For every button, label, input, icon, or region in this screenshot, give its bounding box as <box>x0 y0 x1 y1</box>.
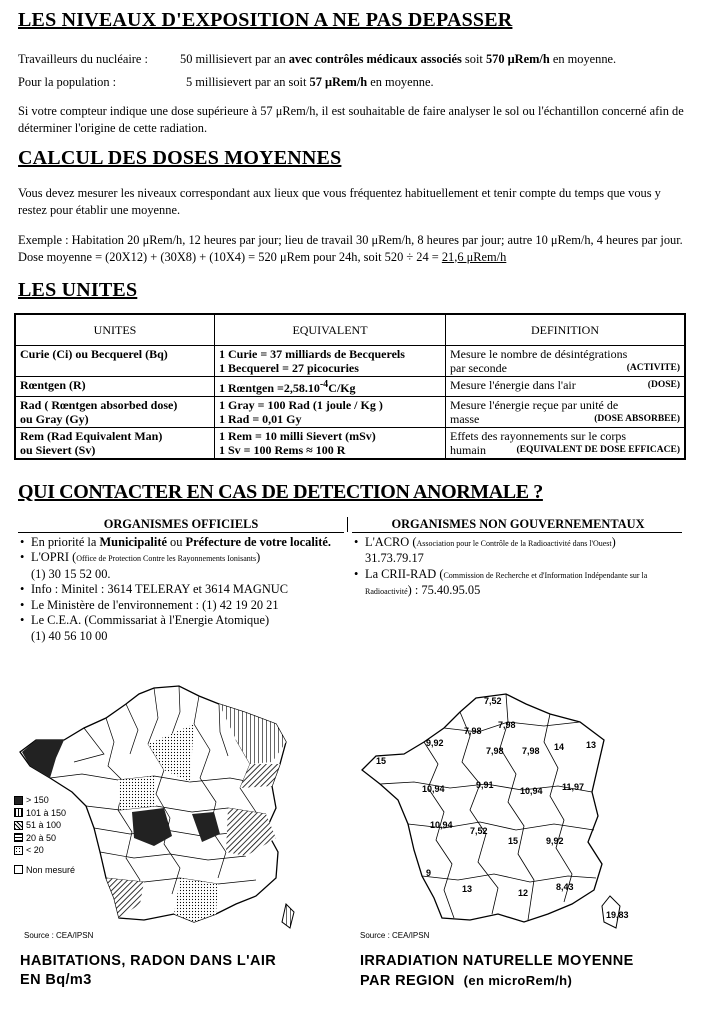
equivalent-cell <box>215 397 446 428</box>
legend-label: Non mesuré <box>26 864 76 875</box>
legend-label: < 20 <box>26 845 44 855</box>
region-value-label: 9 <box>426 868 432 878</box>
definition-line: Mesure l'énergie dans l'air <box>450 378 576 392</box>
equivalent-exponent: -4 <box>319 379 329 390</box>
legend-swatch <box>14 796 23 805</box>
unit-name: ou Sievert (Sv) <box>20 443 96 457</box>
list-item <box>18 582 344 598</box>
definition-tag: (EQUIVALENT DE DOSE EFFICACE) <box>516 445 680 455</box>
region-value-label: 7,98 <box>498 720 516 730</box>
unit-cell <box>15 377 215 397</box>
region-value-label: 9,92 <box>426 738 444 748</box>
population-label: Pour la population : <box>18 75 117 89</box>
legend-swatch <box>14 833 23 842</box>
region-value-label: 7,98 <box>522 746 540 756</box>
ngo-list <box>352 535 684 600</box>
region-value-label: 7,52 <box>470 826 488 836</box>
equivalent-line: 1 Sv = 100 Rems ≈ 100 R <box>219 443 346 457</box>
equivalent-line: 1 Rœntgen =2,58.10 <box>219 381 320 395</box>
table-row <box>15 346 685 377</box>
radon-south <box>174 878 218 922</box>
equivalent-cell <box>215 346 446 377</box>
radon-corsica <box>282 904 294 928</box>
legend-item <box>14 819 75 832</box>
region-value-label: 9,92 <box>546 836 564 846</box>
unit-name: Rem (Rad Equivalent Man) <box>20 429 163 443</box>
legend-label: 51 à 100 <box>26 820 62 830</box>
list-item <box>352 535 684 567</box>
equivalent-unit: C/Kg <box>328 381 356 395</box>
list-item <box>18 613 344 644</box>
definition-line: par seconde <box>450 361 507 375</box>
region-value-label: 15 <box>508 836 519 846</box>
item-text: ou <box>166 534 186 549</box>
radon-map-source: Source : CEA/IPSN <box>24 931 94 940</box>
irradiation-map <box>358 692 674 932</box>
unit-cell <box>15 346 215 377</box>
heading-who-to-contact: QUI CONTACTER EN CAS DE DETECTION ANORMALE ? <box>18 481 543 503</box>
legend-swatch <box>14 821 23 830</box>
official-organisms-column <box>18 517 344 644</box>
region-value-label: 15 <box>376 756 387 766</box>
ngo-column <box>352 517 684 600</box>
advice-paragraph: Si votre compteur indique une dose supérieure à 57 μRem/h, il est souhaitable de faire analyser le sol ou l'échantillon concerné afin de déterminer l'origine de cette radiation. <box>18 104 684 135</box>
worker-label: Travailleurs du nucléaire : <box>18 52 148 66</box>
radon-map-caption <box>20 952 276 990</box>
legend-item <box>14 807 75 820</box>
radon-legend <box>14 794 75 876</box>
list-item <box>352 567 684 600</box>
item-text-bold: Municipalité <box>99 534 167 549</box>
units-header-row <box>15 314 685 346</box>
pop-text-b: 57 μRem/h <box>309 75 368 89</box>
region-value-label: 10,94 <box>520 786 543 796</box>
units-table <box>14 313 686 460</box>
unit-cell <box>15 397 215 428</box>
item-text: ) <box>611 534 616 549</box>
heading-units: LES UNITES <box>18 279 138 301</box>
equivalent-cell <box>215 428 446 460</box>
equivalent-line: 1 Becquerel = 27 picocuries <box>219 361 359 375</box>
region-value-label: 7,52 <box>484 696 502 706</box>
definition-line: Mesure l'énergie reçue par unité de <box>450 398 619 412</box>
worker-text-d: 570 μRem/h <box>485 52 550 66</box>
irradiation-map-source: Source : CEA/IPSN <box>360 931 430 940</box>
list-item: • En priorité la Municipalité ou Préfecture de votre localité. <box>18 535 344 551</box>
equivalent-line: 1 Gray = 100 Rad (1 joule / Kg ) <box>219 398 383 412</box>
table-row <box>15 377 685 397</box>
item-text: Info : Minitel : 3614 TELERAY et 3614 MAGNUC <box>31 582 288 596</box>
item-phone: (1) 30 15 52 00. <box>31 566 111 581</box>
average-dose-example <box>18 232 694 265</box>
official-organisms-heading: ORGANISMES OFFICIELS <box>103 517 259 531</box>
region-value-label: 19,83 <box>606 910 629 920</box>
definition-cell <box>446 346 686 377</box>
definition-tag: (ACTIVITE) <box>626 363 680 373</box>
equivalent-cell <box>215 377 446 397</box>
table-row <box>15 397 685 428</box>
item-text: L'ACRO ( <box>365 534 417 549</box>
unit-name: Curie (Ci) ou Becquerel (Bq) <box>20 347 168 361</box>
legend-item <box>14 844 75 857</box>
item-phone: 31.73.79.17 <box>365 551 424 565</box>
worker-limit-line <box>18 52 616 67</box>
equivalent-line: 1 Curie = 37 milliards de Becquerels <box>219 347 405 361</box>
region-value-label: 14 <box>554 742 565 752</box>
population-limit-line <box>18 75 434 90</box>
item-text-small: Office de Protection Contre les Rayonnements Ionisants <box>76 554 257 563</box>
definition-line: masse <box>450 412 480 426</box>
legend-label: > 150 <box>26 795 49 805</box>
radon-centre <box>118 776 156 810</box>
column-divider <box>347 517 348 532</box>
region-value-label: 12 <box>518 888 529 898</box>
region-value-label: 8,43 <box>556 882 574 892</box>
definition-cell <box>446 397 686 428</box>
example-result: 21,6 μRem/h <box>441 249 507 264</box>
caption-line: EN Bq/m3 <box>20 972 92 988</box>
region-value-label: 11,97 <box>562 782 585 792</box>
item-text: Le C.E.A. (Commissariat à l'Energie Atomique) <box>31 613 270 627</box>
region-value-label: 13 <box>462 884 473 894</box>
item-text-small: Commission de Recherche et d'Information Indépendante sur la Radioactivité <box>365 570 648 596</box>
definition-tag: (DOSE) <box>647 380 680 390</box>
legend-swatch <box>14 846 23 855</box>
unit-name: Rœntgen (R) <box>20 378 86 392</box>
definition-tag: (DOSE ABSORBEE) <box>594 414 680 424</box>
caption-line: HABITATIONS, RADON DANS L'AIR <box>20 953 277 969</box>
col-header-definition: DEFINITION <box>446 314 686 346</box>
ngo-heading: ORGANISMES NON GOUVERNEMENTAUX <box>391 517 645 531</box>
worker-text-c: soit <box>461 52 486 66</box>
list-item <box>18 598 344 614</box>
item-text: L'OPRI ( <box>31 550 77 564</box>
region-value-label: 9,91 <box>476 780 494 790</box>
irradiation-map-caption <box>360 952 634 991</box>
unit-cell <box>15 428 215 460</box>
legend-swatch <box>14 865 23 874</box>
definition-line: humain <box>450 443 486 457</box>
table-row <box>15 428 685 460</box>
legend-item <box>14 794 75 807</box>
definition-cell <box>446 428 686 460</box>
worker-text-a: 50 millisievert par an <box>180 52 289 66</box>
item-text-bold: Préfecture de votre localité <box>185 534 328 549</box>
region-value-label: 13 <box>586 740 597 750</box>
legend-item <box>14 864 75 877</box>
legend-label: 20 à 50 <box>26 832 57 843</box>
item-text: ) : 75.40.95.05 <box>407 583 481 597</box>
region-value-label: 7,98 <box>464 726 482 736</box>
heading-average-dose: CALCUL DES DOSES MOYENNES <box>18 147 342 169</box>
legend-label: 101 à 150 <box>26 807 67 818</box>
legend-item <box>14 832 75 845</box>
example-text: Exemple : Habitation 20 μRem/h, 12 heures par jour; lieu de travail 30 μRem/h, 8 heures par jour; autre 10 μRem/h, 4 heures par jour. Dose moyenne = (20X12) + (30X8) + (10X4) = 520 μRem pour 24h, soit 520 ÷ 24 = <box>18 233 683 264</box>
heading-exposure-limits: LES NIVEAUX D'EXPOSITION A NE PAS DEPASSER <box>18 9 513 31</box>
legend-swatch <box>14 808 23 817</box>
item-text: Le Ministère de l'environnement : (1) 42 19 20 21 <box>31 597 279 612</box>
caption-unit: (en microRem/h) <box>463 973 573 988</box>
item-text: ) <box>256 550 261 564</box>
definition-cell <box>446 377 686 397</box>
worker-text-e: en moyenne. <box>549 52 617 66</box>
item-text-small: Association pour le Contrôle de la Radioactivité dans l'Ouest <box>416 538 612 548</box>
average-dose-intro: Vous devez mesurer les niveaux correspondant aux lieux que vous fréquentez habituellement et tenir compte du temps que vous y restez pour établir une moyenne. <box>18 186 661 217</box>
list-item <box>18 550 344 582</box>
unit-name: Rad ( Rœntgen absorbed dose) <box>20 398 178 412</box>
col-header-unites: UNITES <box>15 314 215 346</box>
region-value-label: 7,98 <box>486 746 504 756</box>
unit-name: ou Gray (Gy) <box>20 412 89 426</box>
pop-text-a: 5 millisievert par an soit <box>186 75 310 89</box>
caption-line: PAR REGION <box>360 973 455 989</box>
col-header-equivalent: EQUIVALENT <box>215 314 446 346</box>
official-organisms-list <box>18 535 344 645</box>
caption-line: IRRADIATION NATURELLE MOYENNE <box>360 953 634 969</box>
region-value-label: 10,94 <box>422 784 445 794</box>
definition-line: Mesure le nombre de désintégrations <box>450 347 628 361</box>
item-text: La CRII-RAD ( <box>365 566 444 581</box>
worker-text-b: avec contrôles médicaux associés <box>288 52 462 66</box>
item-phone: (1) 40 56 10 00 <box>31 628 108 643</box>
item-text: En priorité la <box>31 534 100 549</box>
pop-text-c: en moyenne. <box>367 75 434 89</box>
definition-line: Effets des rayonnements sur le corps <box>450 429 627 443</box>
equivalent-line: 1 Rad = 0,01 Gy <box>219 412 302 426</box>
equivalent-line: 1 Rem = 10 milli Sievert (mSv) <box>219 429 376 443</box>
region-value-label: 10,94 <box>430 820 453 830</box>
